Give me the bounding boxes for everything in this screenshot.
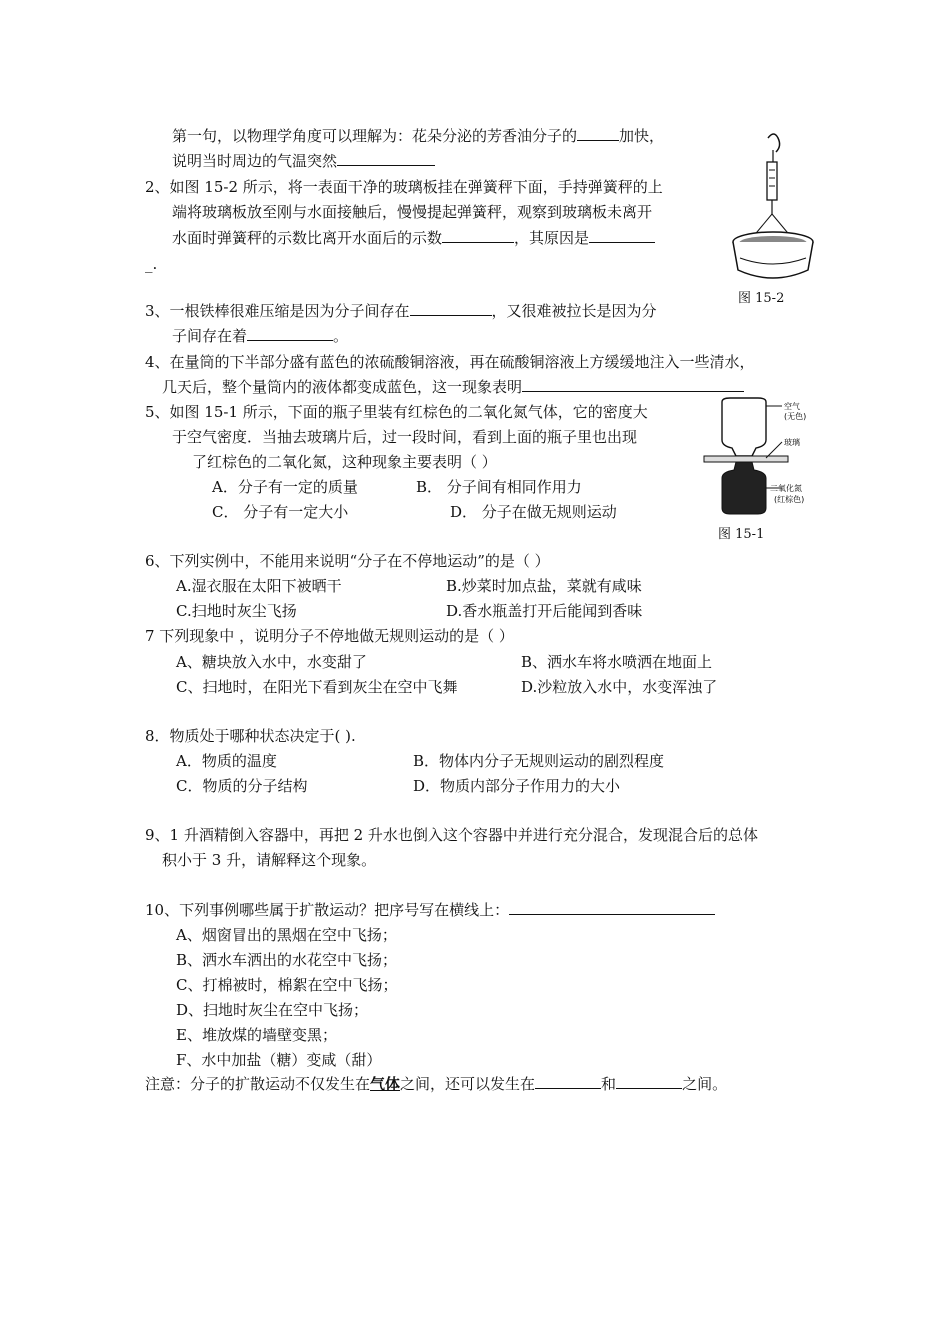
q1-line2: 说明当时周边的气温突然 <box>172 151 435 171</box>
q3-line1: 3、一根铁棒很难压缩是因为分子间存在 ，又很难被拉长是因为分 <box>145 302 657 320</box>
q9-line2: 积小于 3 升，请解释这个现象。 <box>162 851 377 869</box>
q10-answer-blank[interactable] <box>509 900 715 915</box>
note-blank-2[interactable] <box>616 1074 682 1089</box>
q2-line3: 水面时弹簧秤的示数比离开水面后的示数 ，其原因是 <box>172 228 655 248</box>
figure-15-1-label-air-color: (无色) <box>784 412 807 421</box>
q8-option-a: A．物质的温度 <box>176 752 277 770</box>
figure-15-2-spring-scale <box>728 130 818 290</box>
q8-option-d: D．物质内部分子作用力的大小 <box>413 777 621 795</box>
q2-line2: 端将玻璃板放至刚与水面接触后，慢慢提起弹簧秤，观察到玻璃板未离开 <box>172 203 653 221</box>
q2-blank-1[interactable] <box>442 228 514 243</box>
q6-option-b: B.炒菜时加点盐，菜就有咸味 <box>446 577 642 595</box>
q2-line1: 2、如图 15-2 所示，将一表面干净的玻璃板挂在弹簧秤下面，手持弹簧秤的上 <box>145 178 663 196</box>
q4-blank[interactable] <box>522 377 744 392</box>
q7-option-a: A、糖块放入水中，水变甜了 <box>176 653 367 671</box>
q6-option-d: D.香水瓶盖打开后能闻到香味 <box>446 602 643 620</box>
q10-item-a: A、烟窗冒出的黑烟在空中飞扬； <box>176 926 397 944</box>
q7-stem: 7 下列现象中 ，说明分子不停地做无规则运动的是（ ） <box>145 627 514 645</box>
note-blank-1[interactable] <box>535 1074 601 1089</box>
q4-line1: 4、在量筒的下半部分盛有蓝色的浓硫酸铜溶液，再在硫酸铜溶液上方缓缓地注入一些清水， <box>145 353 755 371</box>
q10-stem: 10、下列事例哪些属于扩散运动？把序号写在横线上： <box>145 900 715 920</box>
q7-option-b: B、洒水车将水喷洒在地面上 <box>521 653 713 671</box>
q9-line1: 9、1 升酒精倒入容器中，再把 2 升水也倒入这个容器中并进行充分混合，发现混合后的总体 <box>145 826 758 844</box>
q5-line2: 于空气密度．当抽去玻璃片后，过一段时间，看到上面的瓶子里也出现 <box>172 428 638 446</box>
q10-item-c: C、打棉被时，棉絮在空中飞扬； <box>176 976 398 994</box>
figure-15-1-label-glass: 玻璃 <box>784 438 800 447</box>
figure-15-1-gas-bottles <box>700 396 820 518</box>
q8-option-b: B．物体内分子无规则运动的剧烈程度 <box>413 752 665 770</box>
figure-15-2-caption: 图 15-2 <box>738 291 785 306</box>
q10-item-b: B、洒水车洒出的水花空中飞扬； <box>176 951 398 969</box>
q2-line4: _. <box>145 255 158 273</box>
q5-option-d: D． 分子在做无规则运动 <box>450 503 617 521</box>
q5-line3: 了红棕色的二氧化氮，这种现象主要表明（ ） <box>192 453 497 471</box>
q5-option-a: A．分子有一定的质量 <box>212 478 358 496</box>
q2-blank-2[interactable] <box>589 228 655 243</box>
figure-15-1-label-no2-color: (红棕色) <box>774 495 805 504</box>
q10-item-f: F、水中加盐（糖）变咸（甜） <box>176 1051 382 1069</box>
q7-option-c: C、扫地时，在阳光下看到灰尘在空中飞舞 <box>176 678 458 696</box>
q6-stem: 6、下列实例中，不能用来说明“分子在不停地运动”的是（ ） <box>145 552 550 570</box>
q3-blank-1[interactable] <box>410 301 492 316</box>
q4-line2: 几天后，整个量筒内的液体都变成蓝色，这一现象表明 <box>162 377 744 397</box>
figure-15-1-caption: 图 15-1 <box>718 527 765 542</box>
q6-option-c: C.扫地时灰尘飞扬 <box>176 602 297 620</box>
note-line: 注意：分子的扩散运动不仅发生在气体之间，还可以发生在 和 之间。 <box>145 1075 728 1093</box>
q1-line1: 第一句，以物理学角度可以理解为：花朵分泌的芳香油分子的 加快， <box>172 127 665 145</box>
q3-line2: 子间存在着 。 <box>172 327 349 345</box>
q5-option-b: B． 分子间有相同作用力 <box>416 478 582 496</box>
q7-option-d: D.沙粒放入水中，水变浑浊了 <box>521 678 718 696</box>
q6-option-a: A.湿衣服在太阳下被晒干 <box>176 577 342 595</box>
q1-blank-2[interactable] <box>337 151 435 166</box>
q10-item-d: D、扫地时灰尘在空中飞扬； <box>176 1001 369 1019</box>
q3-blank-2[interactable] <box>247 326 333 341</box>
figure-15-1-label-air: 空气 <box>784 402 800 411</box>
note-keyword-gas: 气体 <box>370 1075 401 1093</box>
q1-blank-1[interactable] <box>577 126 619 141</box>
q5-option-c: C． 分子有一定大小 <box>212 503 349 521</box>
q8-stem: 8．物质处于哪种状态决定于( ). <box>145 727 356 745</box>
q5-line1: 5、如图 15-1 所示，下面的瓶子里装有红棕色的二氧化氮气体，它的密度大 <box>145 403 648 421</box>
q8-option-c: C．物质的分子结构 <box>176 777 308 795</box>
figure-15-1-label-no2: 二氧化氮 <box>770 484 802 493</box>
q10-item-e: E、堆放煤的墙壁变黑； <box>176 1026 337 1044</box>
